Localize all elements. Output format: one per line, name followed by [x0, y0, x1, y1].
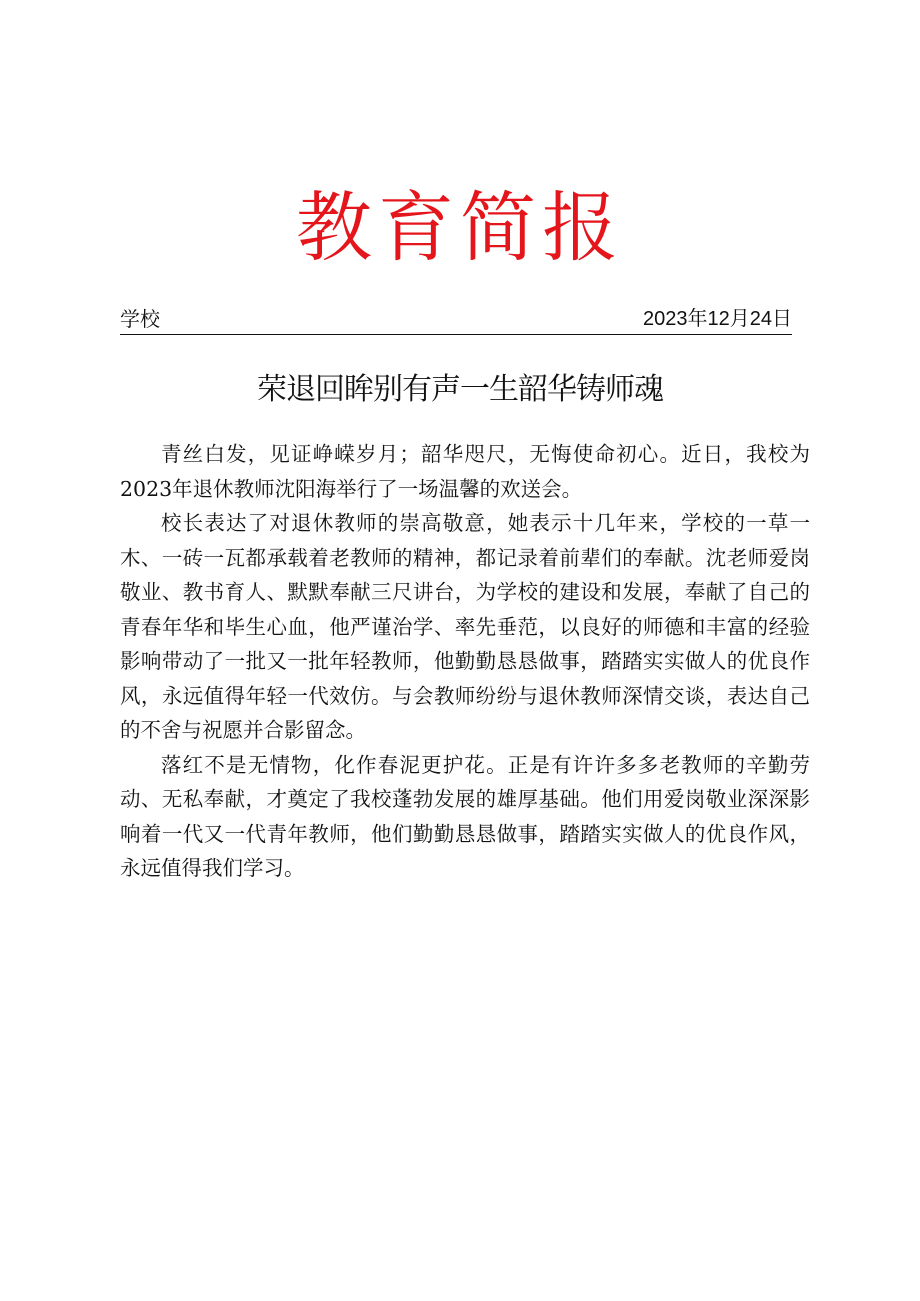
issue-date: 2023年12月24日	[643, 308, 792, 330]
article-paragraph: 青丝白发，见证峥嵘岁月；韶华咫尺，无悔使命初心。近日，我校为2023年退休教师沈阳海举行了一场温馨的欢送会。	[120, 442, 810, 501]
info-bar	[120, 304, 792, 335]
school-label: 学校	[120, 307, 160, 331]
masthead-title: 教育简报	[296, 183, 624, 272]
article-paragraph: 校长表达了对退休教师的崇高敬意，她表示十几年来，学校的一草一木、一砖一瓦都承载着老教师的精神，都记录着前辈们的奉献。沈老师爱岗敬业、教书育人、默默奉献三尺讲台，为学校的建设和发展，奉献了自己的青春年华和毕生心血，他严谨治学、率先垂范，以良好的师德和丰富的经验影响带动了一批又一批年轻教师，他勤勤恳恳做事，踏踏实实做人的优良作风，永远值得年轻一代效仿。与会教师纷纷与退休教师深情交谈，表达自己的不舍与祝愿并合影留念。	[120, 511, 810, 742]
article-headline: 荣退回眸别有声一生韶华铸师魂	[257, 372, 663, 407]
article-paragraph: 落红不是无情物，化作春泥更护花。正是有许许多多老教师的辛勤劳动、无私奉献，才奠定了我校蓬勃发展的雄厚基础。他们用爱岗敬业深深影响着一代又一代青年教师，他们勤勤恳恳做事，踏踏实实做人的优良作风，永远值得我们学习。	[120, 752, 810, 880]
article-body	[120, 437, 810, 886]
